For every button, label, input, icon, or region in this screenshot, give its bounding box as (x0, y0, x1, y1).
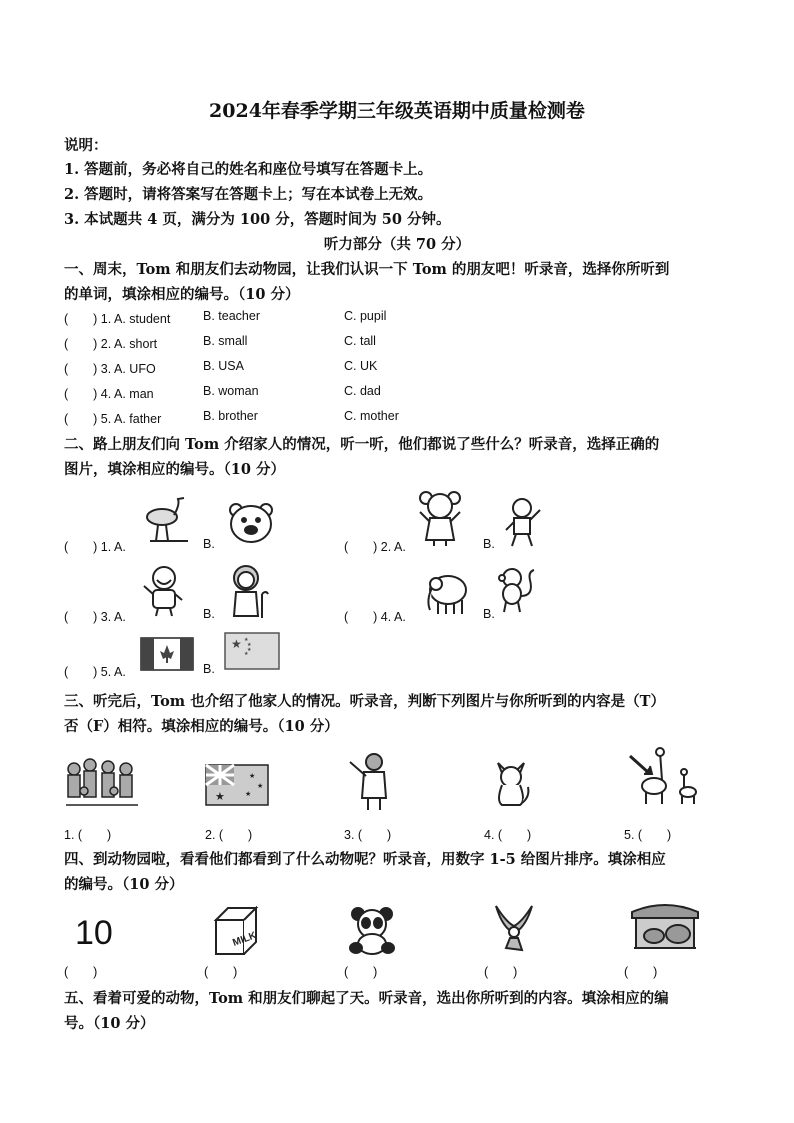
option-b-label: B. (483, 537, 495, 551)
answer-blank: 5. ( ) (624, 828, 672, 842)
answer-blank: ( ) (344, 965, 378, 979)
question-label: ( ) 2. A. (344, 540, 406, 554)
question-label: ( ) 2. A. short (64, 337, 158, 351)
section5-instruction: 号。（10 分） (64, 1015, 155, 1032)
family-icon (64, 755, 140, 809)
answer-blank: 1. ( ) (64, 828, 112, 842)
section4-instruction: 四、到动物园啦，看看他们都看到了什么动物呢？听录音，用数字 1-5 给图片排序。填涂相应 (64, 851, 666, 868)
page-title: 2024年春季学期三年级英语期中质量检测卷 (209, 100, 585, 122)
listening-heading: 听力部分（共 70 分） (323, 236, 471, 253)
section4-instruction: 的编号。（10 分） (64, 876, 184, 893)
question-label: ( ) 1. A. student (64, 312, 171, 326)
question-label: ( ) 4. A. (344, 610, 406, 624)
option-c: C. dad (344, 384, 381, 398)
option-b-label: B. (203, 662, 215, 676)
option-b-label: B. (483, 607, 495, 621)
section1-instruction: 的单词，填涂相应的编号。（10 分） (64, 286, 300, 303)
canada-flag-icon (140, 637, 194, 671)
monkey-icon (496, 566, 536, 614)
section5-instruction: 五、看着可爱的动物，Tom 和朋友们聊起了天。听录音，选出你所听到的内容。填涂相应的编 (64, 990, 669, 1007)
option-b-label: B. (203, 607, 215, 621)
option-b: B. woman (203, 384, 259, 398)
question-label: ( ) 5. A. father (64, 412, 162, 426)
option-b: B. USA (203, 359, 244, 373)
eagle-icon (492, 902, 536, 954)
question-label: ( ) 5. A. (64, 665, 126, 679)
svg-text:★: ★ (245, 790, 252, 798)
giraffe-icon (626, 746, 704, 808)
instruction-item: 1. 答题前，务必将自己的姓名和座位号填写在答题卡上。 (64, 161, 433, 178)
milk-label: MILK (231, 930, 259, 949)
section3-instruction: 三、听完后，Tom 也介绍了他家人的情况。听录音，判断下列图片与你所听到的内容是（T） (64, 693, 665, 710)
section2-instruction: 二、路上朋友们向 Tom 介绍家人的情况，听一听，他们都说了些什么？听录音，选择正确的 (64, 436, 660, 453)
option-b: B. teacher (203, 309, 260, 323)
bear-icon (224, 500, 278, 546)
number-ten-icon: 10 (75, 914, 113, 952)
grandpa-icon (140, 564, 186, 618)
svg-text:★: ★ (257, 782, 264, 790)
answer-blank: 4. ( ) (484, 828, 532, 842)
option-b-label: B. (203, 537, 215, 551)
elephant-icon (422, 570, 470, 616)
zoo-icon (630, 898, 700, 952)
china-flag-icon (224, 632, 280, 670)
svg-text:★: ★ (247, 642, 252, 648)
instruction-item: 2. 答题时，请将答案写在答题卡上；写在本试卷上无效。 (64, 186, 433, 203)
milk-carton-icon (210, 904, 262, 958)
cat-icon (490, 757, 532, 809)
answer-blank: ( ) (204, 965, 238, 979)
australia-flag-icon (205, 764, 269, 806)
instruction-item: 3. 本试题共 4 页，满分为 100 分，答题时间为 50 分钟。 (64, 211, 451, 228)
answer-blank: 2. ( ) (205, 828, 253, 842)
svg-text:★: ★ (249, 772, 256, 780)
boy-icon (500, 496, 544, 548)
question-label: ( ) 3. A. UFO (64, 362, 156, 376)
svg-text:★: ★ (244, 651, 249, 657)
answer-blank: 3. ( ) (344, 828, 392, 842)
question-label: ( ) 3. A. (64, 610, 126, 624)
svg-text:★: ★ (247, 647, 252, 653)
section2-instruction: 图片，填涂相应的编号。（10 分） (64, 461, 285, 478)
svg-text:★: ★ (244, 637, 249, 643)
option-b: B. small (203, 334, 248, 348)
option-c: C. UK (344, 359, 378, 373)
option-c: C. pupil (344, 309, 387, 323)
instructions-heading: 说明： (64, 137, 108, 154)
question-label: ( ) 1. A. (64, 540, 126, 554)
question-label: ( ) 4. A. man (64, 387, 154, 401)
girl-icon (416, 490, 464, 548)
answer-blank: ( ) (484, 965, 518, 979)
answer-blank: ( ) (64, 965, 98, 979)
svg-text:★: ★ (215, 790, 225, 803)
option-b: B. brother (203, 409, 258, 423)
ostrich-icon (138, 495, 192, 545)
answer-blank: ( ) (624, 965, 658, 979)
option-c: C. mother (344, 409, 399, 423)
grandma-icon (226, 564, 272, 620)
teacher-icon (348, 752, 394, 812)
option-c: C. tall (344, 334, 376, 348)
section3-instruction: 否（F）相符。填涂相应的编号。（10 分） (64, 718, 339, 735)
panda-icon (346, 904, 398, 956)
svg-text:★: ★ (231, 637, 242, 651)
section1-instruction: 一、周末，Tom 和朋友们去动物园，让我们认识一下 Tom 的朋友吧！听录音，选择你所听到 (64, 261, 670, 278)
